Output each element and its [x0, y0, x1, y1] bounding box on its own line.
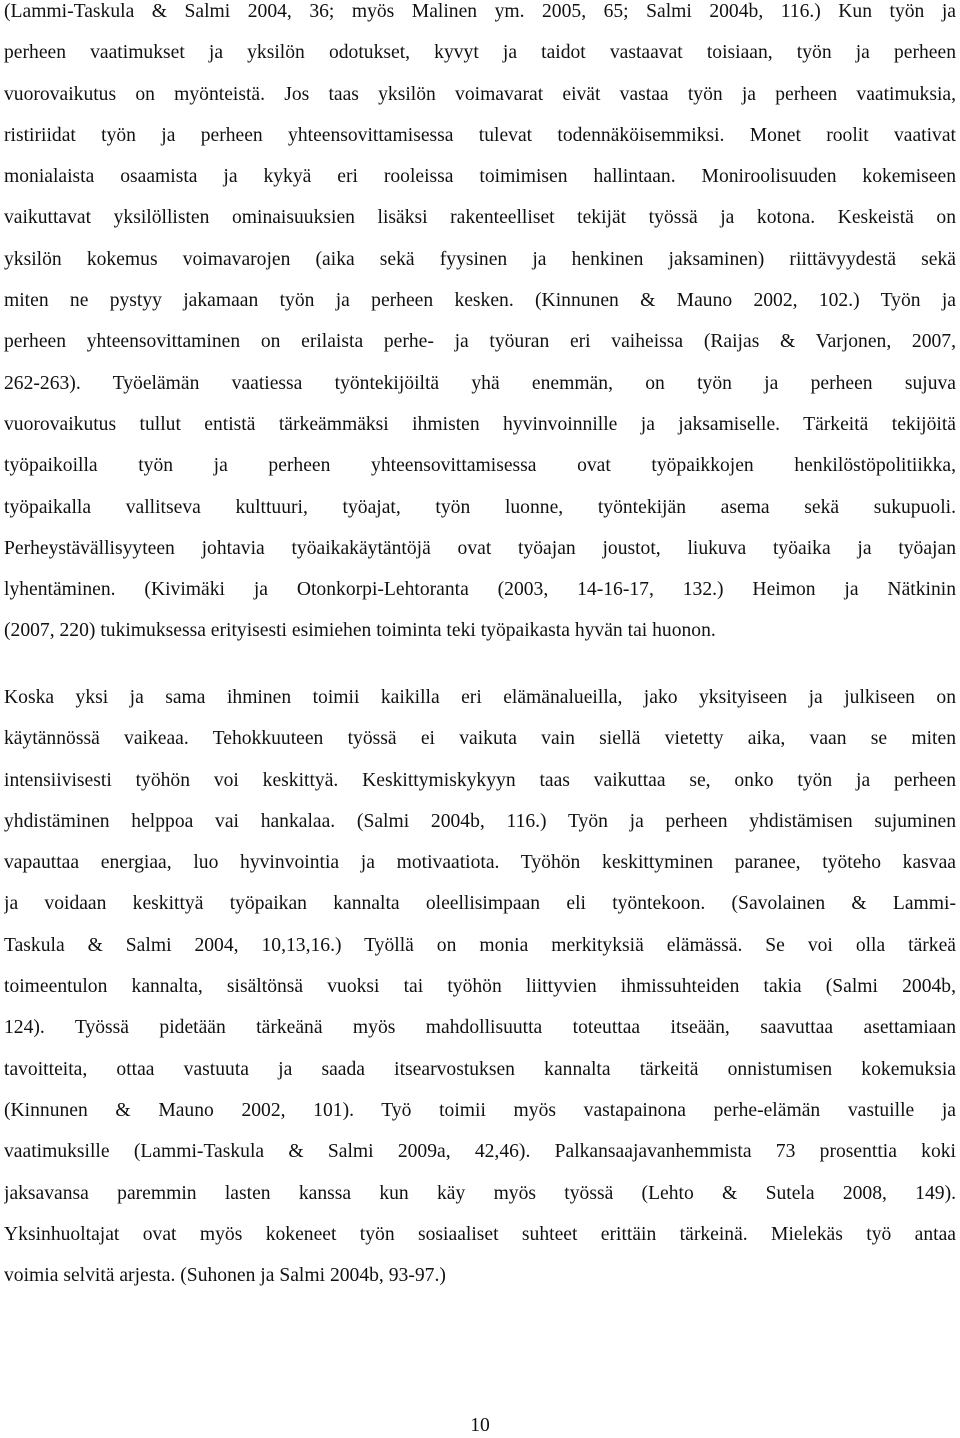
text-line: vuorovaikutus tullut entistä tärkeämmäksi ihmisten hyvinvoinnille ja jaksamiselle. Tärkeitä tekijöitä: [4, 413, 956, 435]
text-line: (Kinnunen & Mauno 2002, 101). Työ toimii myös vastapainona perhe-elämän vastuille ja: [4, 1099, 956, 1121]
text-line: ristiriidat työn ja perheen yhteensovittamisessa tulevat todennäköisemmiksi. Monet roolit vaativat: [4, 124, 956, 146]
text-line: (2007, 220) tukimuksessa erityisesti esimiehen toiminta teki työpaikasta hyvän tai huonon.: [4, 620, 716, 642]
text-line: lyhentäminen. (Kivimäki ja Otonkorpi-Lehtoranta (2003, 14-16-17, 132.) Heimon ja Nätkinin: [4, 579, 956, 601]
text-line: Perheystävällisyyteen johtavia työaikakäytäntöjä ovat työajan joustot, liukuva työaika ja työajan: [4, 537, 956, 559]
text-line: työpaikoilla työn ja perheen yhteensovittamisessa ovat työpaikkojen henkilöstöpolitiikka,: [4, 455, 956, 477]
text-line: miten ne pystyy jakamaan työn ja perheen kesken. (Kinnunen & Mauno 2002, 102.) Työn ja: [4, 290, 956, 312]
text-line: toimeentulon kannalta, sisältönsä vuoksi tai työhön liittyvien ihmissuhteiden takia (Salmi 2004b,: [4, 976, 956, 998]
paragraph-1: [4, 0, 956, 661]
text-line: jaksavansa paremmin lasten kanssa kun käy myös työssä (Lehto & Sutela 2008, 149).: [4, 1182, 956, 1204]
text-line: Koska yksi ja sama ihminen toimii kaikilla eri elämänalueilla, jako yksityiseen ja julkiseen on: [4, 687, 956, 708]
text-line: ja voidaan keskittyä työpaikan kannalta oleellisimpaan eli työntekoon. (Savolainen & Lammi-: [4, 893, 956, 915]
text-line: yksilön kokemus voimavarojen (aika sekä fyysinen ja henkinen jaksaminen) riittävyydestä sekä: [4, 248, 956, 270]
text-line: 124). Työssä pidetään tärkeänä myös mahdollisuutta toteuttaa itseään, saavuttaa asettamiaan: [4, 1017, 956, 1039]
text-line: vapauttaa energiaa, luo hyvinvointia ja motivaatiota. Työhön keskittyminen paranee, työteho kasvaa: [4, 852, 956, 874]
text-line: voimia selvitä arjesta. (Suhonen ja Salmi 2004b, 93-97.): [4, 1265, 446, 1287]
text-line: 262-263). Työelämän vaatiessa työntekijöiltä yhä enemmän, on työn ja perheen sujuva: [4, 372, 956, 394]
text-line: (Lammi-Taskula & Salmi 2004, 36; myös Malinen ym. 2005, 65; Salmi 2004b, 116.) Kun työn ja: [4, 1, 956, 22]
text-line: vuorovaikutus on myönteistä. Jos taas yksilön voimavarat eivät vastaa työn ja perheen vaatimuksia,: [4, 83, 956, 105]
text-line: yhdistäminen helppoa vai hankalaa. (Salmi 2004b, 116.) Työn ja perheen yhdistämisen sujuminen: [4, 810, 956, 832]
text-line: tavoitteita, ottaa vastuuta ja saada itsearvostuksen kannalta tärkeitä onnistumisen kokemuksia: [4, 1058, 956, 1080]
text-line: perheen vaatimukset ja yksilön odotukset, kyvyt ja taidot vastaavat toisiaan, työn ja perheen: [4, 42, 956, 64]
text-line: perheen yhteensovittaminen on erilaista perhe- ja työuran eri vaiheissa (Raijas & Varjonen, 2007,: [4, 331, 956, 353]
text-line: Taskula & Salmi 2004, 10,13,16.) Työllä on monia merkityksiä elämässä. Se voi olla tärkeä: [4, 934, 956, 956]
paragraph-2: [4, 686, 956, 1305]
text-line: käytännössä vaikeaa. Tehokkuuteen työssä ei vaikuta vain siellä vietetty aika, vaan se miten: [4, 728, 956, 750]
text-line: vaatimuksille (Lammi-Taskula & Salmi 2009a, 42,46). Palkansaajavanhemmista 73 prosenttia koki: [4, 1141, 956, 1163]
text-line: intensiivisesti työhön voi keskittyä. Keskittymiskykyyn taas vaikuttaa se, onko työn ja perheen: [4, 769, 956, 791]
text-line: työpaikalla vallitseva kulttuuri, työajat, työn luonne, työntekijän asema sekä sukupuoli.: [4, 496, 956, 518]
page-number: 10: [470, 1415, 490, 1436]
text-line: vaikuttavat yksilöllisten ominaisuuksien lisäksi rakenteelliset tekijät työssä ja kotona. Keskeistä on: [4, 207, 956, 229]
text-line: Yksinhuoltajat ovat myös kokeneet työn sosiaaliset suhteet erittäin tärkeinä. Mielekäs työ antaa: [4, 1223, 956, 1245]
text-line: monialaista osaamista ja kykyä eri rooleissa toimimisen hallintaan. Moniroolisuuden kokemiseen: [4, 166, 956, 188]
